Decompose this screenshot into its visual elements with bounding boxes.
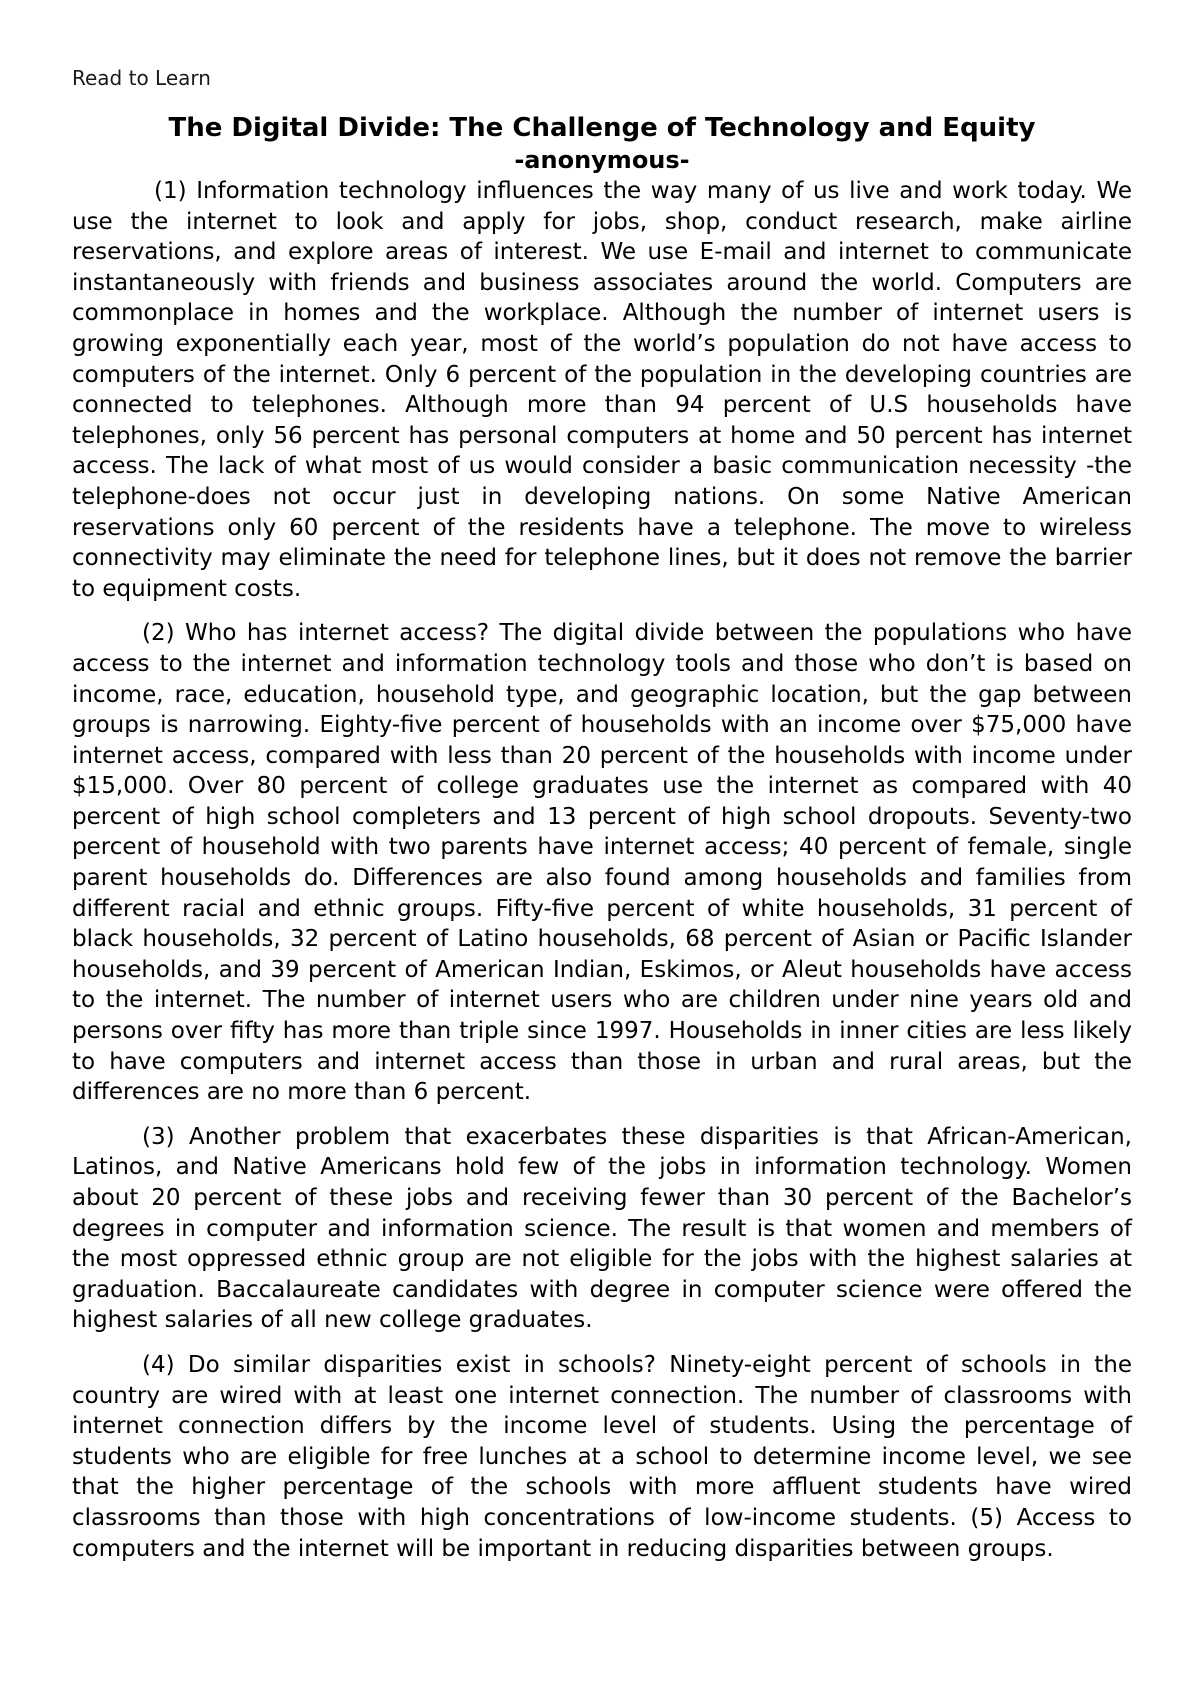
paragraph-3: (3) Another problem that exacerbates these disparities is that African-American, Latinos, and Native Americans hold few of the jobs in information technology. Women about 20 percent of these jobs and receiving fewer than 30 percent of the Bachelor’s degrees in computer and information science. The result is that women and members of the most oppressed ethnic group are not eligible for the jobs with the highest salaries at graduation. Baccalaureate candidates with degree in computer science were offered the highest salaries of all new college graduates. [72, 1123, 1132, 1334]
header-label: Read to Learn [72, 66, 211, 90]
paragraph-1: (1) Information technology influences the way many of us live and work today. We use the internet to look and apply for jobs, shop, conduct research, make airline reservations, and explore areas of interest. We use E-mail and internet to communicate instantaneously with friends and business associates around the world. Computers are commonplace in homes and the workplace. Although the number of internet users is growing exponentially each year, most of the world’s population do not have access to computers of the internet. Only 6 percent of the population in the developing countries are connected to telephones. Although more than 94 percent of U.S households have telephones, only 56 percent has personal computers at home and 50 percent has internet access. The lack of what most of us would consider a basic communication necessity -the telephone-does not occur just in developing nations. On some Native American reservations only 60 percent of the residents have a telephone. The move to wireless connectivity may eliminate the need for telephone lines, but it does not remove the barrier to equipment costs. [72, 178, 1132, 602]
article-author: -anonymous- [514, 146, 690, 174]
paragraph-4: (4) Do similar disparities exist in schools? Ninety-eight percent of schools in the country are wired with at least one internet connection. The number of classrooms with internet connection differs by the income level of students. Using the percentage of students who are eligible for free lunches at a school to determine income level, we see that the higher percentage of the schools with more affluent students have wired classrooms than those with high concentrations of low-income students. (5) Access to computers and the internet will be important in reducing disparities between groups. [72, 1351, 1132, 1562]
document-page [72, 64, 1132, 1578]
paragraph-2: (2) Who has internet access? The digital divide between the populations who have access to the internet and information technology tools and those who don’t is based on income, race, education, household type, and geographic location, but the gap between groups is narrowing. Eighty-five percent of households with an income over $75,000 have internet access, compared with less than 20 percent of the households with income under $15,000. Over 80 percent of college graduates use the internet as compared with 40 percent of high school completers and 13 percent of high school dropouts. Seventy-two percent of household with two parents have internet access; 40 percent of female, single parent households do. Differences are also found among households and families from different racial and ethnic groups. Fifty-five percent of white households, 31 percent of black households, 32 percent of Latino households, 68 percent of Asian or Pacific Islander households, and 39 percent of American Indian, Eskimos, or Aleut households have access to the internet. The number of internet users who are children under nine years old and persons over fifty has more than triple since 1997. Households in inner cities are less likely to have computers and internet access than those in urban and rural areas, but the differences are no more than 6 percent. [72, 620, 1132, 1106]
article-title: The Digital Divide: The Challenge of Technology and Equity [168, 113, 1036, 143]
